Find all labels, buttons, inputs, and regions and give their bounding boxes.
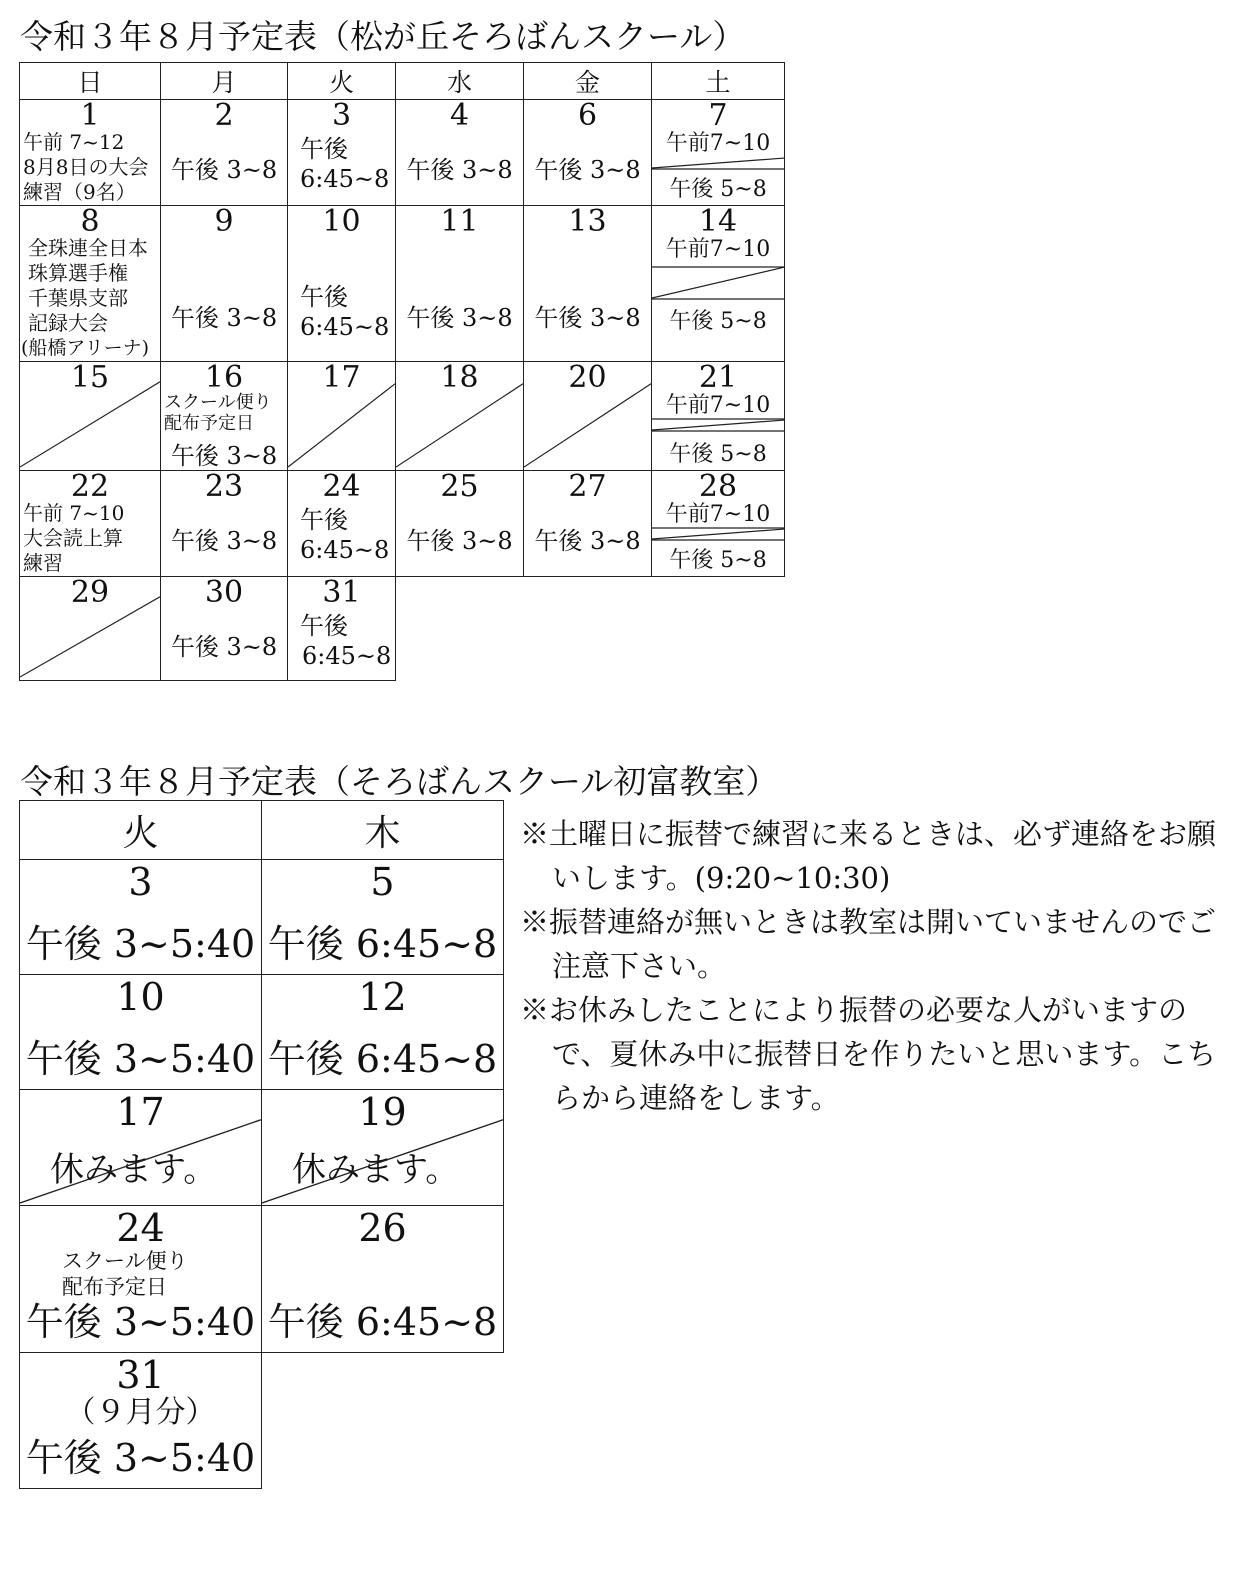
session-time: 午後 3~5:40 bbox=[25, 1300, 256, 1344]
closed-slash bbox=[396, 362, 523, 470]
day-number: 23 bbox=[204, 470, 244, 504]
session-time: 午後 3~5:40 bbox=[25, 1037, 256, 1081]
day-cell bbox=[396, 100, 524, 206]
day-number: 13 bbox=[568, 205, 607, 239]
session-time: 午後 3~5:40 bbox=[25, 1436, 256, 1480]
session-time: 午後 6:45~8 bbox=[267, 922, 498, 966]
session-time: 午後 3~8 bbox=[406, 527, 513, 555]
day-note: 練習 bbox=[23, 551, 63, 575]
day-number: 15 bbox=[70, 361, 110, 395]
day-number: 7 bbox=[708, 99, 728, 133]
session-time: 午後 3~8 bbox=[170, 156, 278, 184]
session-time: 午後 bbox=[300, 135, 348, 163]
session-time-pm: 午後 5~8 bbox=[669, 548, 767, 573]
session-time-am: 午前7~10 bbox=[665, 393, 771, 418]
day-number: 9 bbox=[214, 205, 234, 239]
day-cell bbox=[262, 975, 504, 1090]
session-time: 6:45~8 bbox=[300, 536, 390, 564]
day-cell bbox=[161, 100, 288, 206]
day-cell bbox=[161, 471, 288, 577]
schedule-table-matsugaoka bbox=[19, 62, 785, 681]
day-cell-closed bbox=[20, 362, 161, 471]
day-cell bbox=[161, 206, 288, 362]
divider-slash bbox=[652, 418, 784, 432]
day-number: 11 bbox=[440, 205, 479, 239]
day-number: 31 bbox=[116, 1353, 165, 1397]
session-time: 午後 bbox=[300, 612, 348, 640]
closed-slash bbox=[288, 362, 395, 470]
session-time: 午後 bbox=[300, 506, 348, 534]
day-number: 18 bbox=[440, 361, 479, 395]
day-number: 27 bbox=[568, 470, 607, 504]
day-note: （９月分） bbox=[65, 1395, 216, 1430]
day-cell bbox=[20, 1353, 262, 1489]
day-number: 31 bbox=[322, 576, 361, 610]
session-time-am: 午前7~10 bbox=[665, 502, 771, 527]
day-cell bbox=[161, 577, 288, 681]
session-time: 午後 3~8 bbox=[406, 156, 513, 184]
day-note: 配布予定日 bbox=[62, 1275, 167, 1299]
day-cell bbox=[288, 206, 396, 362]
day-number: 10 bbox=[116, 975, 165, 1019]
day-cell-closed bbox=[262, 1090, 504, 1206]
closed-label: 休みます。 bbox=[50, 1150, 218, 1190]
day-number: 17 bbox=[322, 361, 361, 395]
day-cell bbox=[288, 577, 396, 681]
day-cell bbox=[288, 100, 396, 206]
session-time-pm: 午後 5~8 bbox=[669, 442, 767, 467]
session-time: 午後 3~8 bbox=[406, 304, 513, 332]
closed-slash bbox=[20, 577, 160, 680]
day-note: スクール便り bbox=[164, 392, 272, 413]
header-tue: 火 bbox=[20, 801, 262, 860]
header-fri: 金 bbox=[524, 63, 652, 100]
day-number: 22 bbox=[70, 470, 110, 504]
day-cell bbox=[262, 1206, 504, 1353]
session-time-pm: 午後 5~8 bbox=[669, 309, 767, 334]
day-cell bbox=[396, 206, 524, 362]
header-mon: 月 bbox=[161, 63, 288, 100]
day-number: 12 bbox=[358, 975, 407, 1019]
day-number: 6 bbox=[577, 99, 598, 133]
session-time: 午後 3~8 bbox=[534, 156, 641, 184]
day-cell-saturday bbox=[652, 100, 785, 206]
day-cell bbox=[20, 860, 262, 975]
session-time: 午後 3~8 bbox=[534, 304, 641, 332]
day-cell-closed bbox=[524, 362, 652, 471]
day-note: 記録大会 bbox=[28, 311, 108, 335]
closed-slash bbox=[262, 1090, 503, 1205]
day-note: 大会読上算 bbox=[23, 526, 123, 550]
day-note: 午前 7~12 bbox=[23, 130, 125, 154]
day-number: 16 bbox=[204, 361, 244, 395]
day-note: (船橋アリーナ) bbox=[21, 337, 150, 359]
day-number: 17 bbox=[116, 1090, 165, 1134]
note-item: ※土曜日に振替で練習に来るときは、必ず連絡をお願いします。(9:20~10:30) bbox=[520, 817, 1217, 895]
day-cell-closed bbox=[288, 362, 396, 471]
day-number: 5 bbox=[370, 860, 395, 904]
header-sat: 土 bbox=[652, 63, 785, 100]
session-time: 6:45~8 bbox=[300, 165, 390, 193]
day-number: 24 bbox=[322, 470, 361, 504]
day-number: 20 bbox=[568, 361, 607, 395]
day-note: 千葉県支部 bbox=[28, 286, 128, 310]
day-note: 練習（9名） bbox=[23, 180, 136, 204]
day-number: 30 bbox=[204, 576, 244, 610]
day-number: 21 bbox=[698, 361, 738, 395]
day-note: 全珠連全日本 bbox=[28, 236, 148, 260]
session-time: 午後 3~5:40 bbox=[25, 922, 256, 966]
day-note: 配布予定日 bbox=[164, 413, 254, 434]
day-cell bbox=[20, 471, 161, 577]
day-cell bbox=[396, 471, 524, 577]
day-number: 26 bbox=[358, 1206, 407, 1250]
note-item: ※お休みしたことにより振替の必要な人がいますので、夏休み中に振替日を作りたいと思います。こちらから連絡をします。 bbox=[520, 993, 1217, 1115]
header-thu: 木 bbox=[262, 801, 504, 860]
day-number: 3 bbox=[331, 99, 352, 133]
day-cell bbox=[262, 860, 504, 975]
divider-slash bbox=[652, 266, 784, 300]
day-number: 29 bbox=[70, 576, 110, 610]
header-wed: 水 bbox=[396, 63, 524, 100]
session-time: 午後 6:45~8 bbox=[267, 1300, 498, 1344]
divider-slash bbox=[652, 527, 784, 541]
session-time: 午後 3~8 bbox=[170, 527, 278, 555]
session-time: 6:45~8 bbox=[302, 642, 392, 670]
page-title-hatsutomi: 令和３年８月予定表（そろばんスクール初富教室） bbox=[20, 762, 779, 801]
day-cell bbox=[20, 975, 262, 1090]
day-note: 8月8日の大会 bbox=[23, 155, 149, 179]
day-cell bbox=[20, 100, 161, 206]
session-time: 午後 3~8 bbox=[170, 633, 278, 661]
page-title-matsugaoka: 令和３年８月予定表（松が丘そろばんスクール） bbox=[20, 17, 746, 56]
day-number: 1 bbox=[80, 99, 100, 133]
session-time: 6:45~8 bbox=[300, 313, 390, 341]
closed-slash bbox=[20, 1090, 261, 1205]
day-note: 珠算選手権 bbox=[28, 261, 128, 285]
day-number: 10 bbox=[322, 205, 361, 239]
day-cell bbox=[524, 471, 652, 577]
session-time: 午後 3~8 bbox=[170, 442, 278, 470]
session-time: 午後 6:45~8 bbox=[267, 1037, 498, 1081]
day-cell-closed bbox=[20, 577, 161, 681]
divider-slash bbox=[652, 156, 784, 170]
session-time-am: 午前7~10 bbox=[665, 131, 771, 156]
closed-label: 休みます。 bbox=[292, 1150, 460, 1190]
day-cell-saturday bbox=[652, 471, 785, 577]
schedule-table-hatsutomi bbox=[19, 800, 504, 1489]
day-number: 8 bbox=[80, 205, 100, 239]
day-number: 2 bbox=[214, 99, 234, 133]
day-note: スクール便り bbox=[62, 1249, 188, 1273]
day-number: 19 bbox=[358, 1090, 407, 1134]
notes-section bbox=[520, 812, 1220, 1120]
session-time-am: 午前7~10 bbox=[665, 237, 771, 262]
note-item: ※振替連絡が無いときは教室は開いていませんのでご注意下さい。 bbox=[520, 905, 1217, 983]
day-cell bbox=[20, 1206, 262, 1353]
day-note: 午前 7~10 bbox=[23, 501, 125, 525]
day-number: 24 bbox=[116, 1206, 165, 1250]
day-number: 14 bbox=[698, 205, 738, 239]
day-cell bbox=[524, 206, 652, 362]
day-cell-saturday bbox=[652, 206, 785, 362]
day-cell bbox=[524, 100, 652, 206]
session-time-pm: 午後 5~8 bbox=[669, 177, 767, 202]
day-cell bbox=[288, 471, 396, 577]
session-time: 午後 3~8 bbox=[534, 527, 641, 555]
day-cell bbox=[20, 206, 161, 362]
closed-slash bbox=[524, 362, 651, 470]
day-cell-saturday bbox=[652, 362, 785, 471]
day-number: 3 bbox=[128, 860, 153, 904]
day-cell-closed bbox=[396, 362, 524, 471]
day-cell-closed bbox=[20, 1090, 262, 1206]
header-sun: 日 bbox=[20, 63, 161, 100]
closed-slash bbox=[20, 362, 160, 470]
day-number: 4 bbox=[449, 99, 470, 133]
session-time: 午後 3~8 bbox=[170, 304, 278, 332]
session-time: 午後 bbox=[300, 283, 348, 311]
header-tue: 火 bbox=[288, 63, 396, 100]
day-number: 25 bbox=[440, 470, 479, 504]
day-cell bbox=[161, 362, 288, 471]
day-number: 28 bbox=[698, 470, 738, 504]
